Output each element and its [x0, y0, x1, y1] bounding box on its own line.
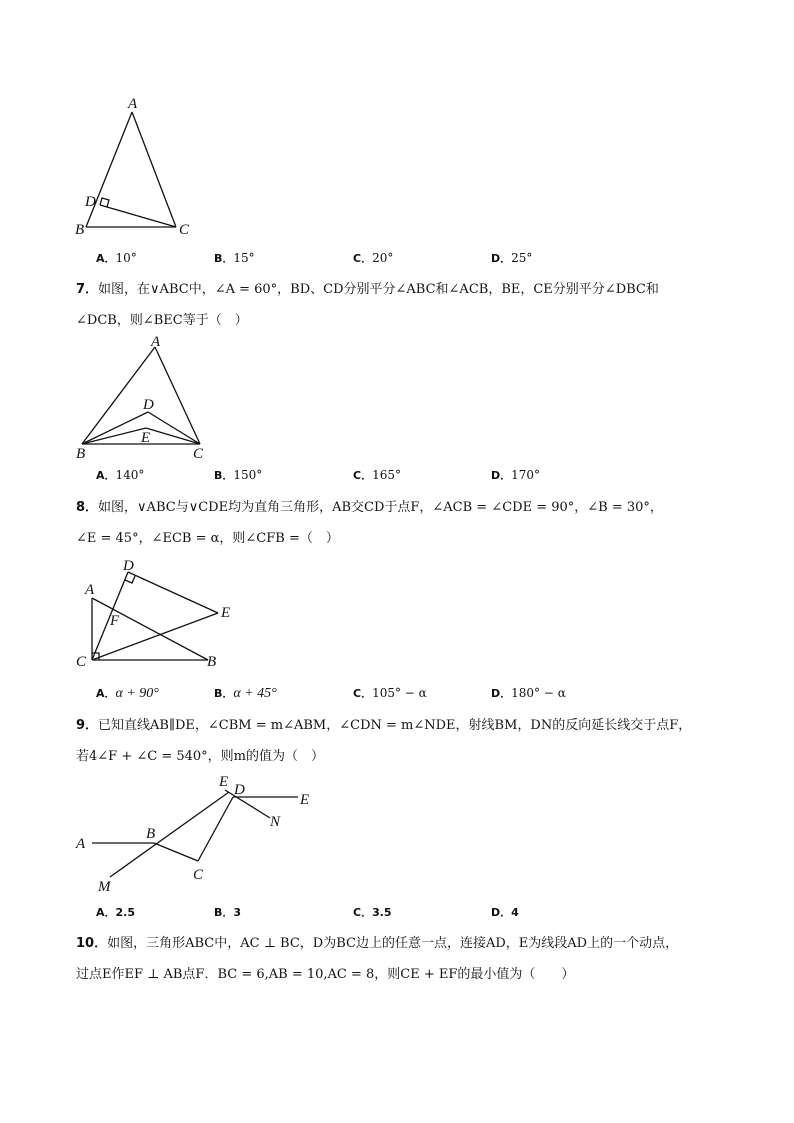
- q6-option-c[interactable]: [353, 250, 393, 266]
- question-8-line-1: [76, 492, 736, 523]
- option-key: B．: [214, 469, 234, 482]
- q8-label-c: C: [76, 654, 87, 670]
- q8-label-a: A: [85, 582, 95, 598]
- option-key: D．: [491, 687, 512, 700]
- option-key: D．: [491, 252, 512, 265]
- q7-options: [96, 467, 656, 487]
- option-text: α + 90°: [115, 686, 159, 701]
- question-7-line-2: ∠DCB，则∠BEC等于（ ）: [76, 313, 248, 328]
- question-text: 已知直线AB∥DE，∠CBM = m∠ABM，∠CDN = m∠NDE，射线BM，DN的反向延长线交于点F，: [98, 718, 692, 733]
- question-text: 如图，∨ABC与∨CDE均为直角三角形，AB交CD于点F，∠ACB = ∠CDE = 90°，∠B = 30°，: [98, 500, 663, 515]
- q8-label-f: F: [110, 613, 120, 629]
- q8-option-d[interactable]: [491, 685, 566, 701]
- option-key: A．: [96, 469, 116, 482]
- question-text: 如图，在∨ABC中，∠A = 60°，BD、CD分别平分∠ABC和∠ACB，BE，CE分别平分∠DBC和: [98, 282, 659, 297]
- q7-option-b[interactable]: [214, 467, 262, 483]
- q8-label-e: E: [221, 605, 231, 621]
- q7-label-e: E: [141, 430, 151, 446]
- option-text: 3: [233, 906, 242, 919]
- option-text: 15°: [233, 251, 255, 265]
- option-text: 3.5: [372, 906, 392, 919]
- option-key: D．: [491, 469, 512, 482]
- option-text: 170°: [511, 468, 541, 482]
- question-9: [76, 710, 736, 772]
- q8-option-a[interactable]: [96, 685, 159, 702]
- q8-segment-de: [128, 572, 218, 613]
- option-key: A．: [96, 906, 116, 919]
- q9-label-c: C: [193, 867, 204, 883]
- option-key: B．: [214, 906, 234, 919]
- option-text: 140°: [115, 468, 145, 482]
- question-text: 如图，三角形ABC中，AC ⊥ BC，D为BC边上的任意一点，连接AD，E为线段AD上的一个动点，: [107, 936, 679, 951]
- option-key: C．: [353, 469, 373, 482]
- q8-label-d: D: [123, 558, 134, 574]
- q8-figure: [70, 555, 240, 675]
- option-key: C．: [353, 906, 373, 919]
- option-text: 150°: [233, 468, 263, 482]
- option-key: C．: [353, 252, 373, 265]
- question-number: 8．: [76, 500, 99, 515]
- q9-label-e: E: [300, 792, 310, 808]
- q9-figure: [70, 770, 330, 898]
- option-text: 2.5: [115, 906, 136, 919]
- option-key: A．: [96, 687, 116, 700]
- q9-label-m: M: [98, 879, 111, 895]
- q9-segment-dc: [198, 797, 233, 861]
- q7-option-d[interactable]: [491, 467, 540, 483]
- question-10: [76, 928, 736, 990]
- question-number: 9．: [76, 718, 99, 733]
- q6-option-b[interactable]: [214, 250, 255, 266]
- q9-options: [96, 904, 656, 924]
- q8-options: [96, 685, 656, 705]
- option-key: B．: [214, 687, 234, 700]
- q6-label-d: D: [85, 194, 96, 210]
- q9-segment-bc: [154, 843, 198, 861]
- q6-label-a: A: [128, 96, 138, 112]
- question-7: [76, 274, 736, 336]
- q6-option-d[interactable]: [491, 250, 532, 266]
- q9-option-c[interactable]: [353, 904, 392, 920]
- q6-option-a[interactable]: [96, 250, 137, 266]
- q7-label-b: B: [76, 446, 86, 462]
- q7-label-c: C: [193, 446, 204, 462]
- q9-option-b[interactable]: [214, 904, 241, 920]
- option-key: D．: [491, 906, 512, 919]
- q9-label-d: D: [234, 782, 245, 798]
- q7-label-a: A: [151, 334, 161, 350]
- option-key: C．: [353, 687, 373, 700]
- q9-label-n: N: [270, 814, 281, 830]
- question-9-line-1: [76, 710, 736, 741]
- q7-figure: [70, 332, 220, 462]
- q6-segment-ac: [132, 112, 176, 227]
- q7-option-a[interactable]: [96, 467, 144, 483]
- q9-ray-dn: [225, 790, 270, 818]
- q8-option-c[interactable]: [353, 685, 427, 701]
- q9-option-d[interactable]: [491, 904, 519, 920]
- question-9-line-2: 若4∠F + ∠C = 540°，则m的值为（ ）: [76, 749, 324, 764]
- question-7-line-1: [76, 274, 736, 305]
- q7-segment-bd: [82, 412, 151, 446]
- q6-options: [96, 250, 656, 270]
- option-text: 105° − α: [372, 686, 427, 700]
- q6-label-c: C: [179, 222, 190, 238]
- q7-segment-ce: [146, 428, 200, 444]
- q8-segment-ab: [92, 598, 208, 660]
- option-text: 165°: [372, 468, 401, 482]
- option-text: 4: [511, 906, 519, 919]
- question-10-line-2: 过点E作EF ⊥ AB点F．BC = 6,AB = 10,AC = 8，则CE + EF的最小值为（ ）: [76, 967, 575, 982]
- option-text: 10°: [115, 251, 137, 265]
- question-8-line-2: ∠E = 45°，∠ECB = α，则∠CFB =（ ）: [76, 531, 339, 546]
- question-10-line-1: [76, 928, 736, 959]
- question-8: [76, 492, 736, 554]
- question-number: 7．: [76, 282, 99, 297]
- q6-label-b: B: [75, 222, 85, 238]
- option-text: 180° − α: [511, 686, 566, 700]
- option-text: 20°: [372, 251, 394, 265]
- option-text: 25°: [511, 251, 533, 265]
- option-text: α + 45°: [233, 686, 277, 701]
- question-number: 10．: [76, 936, 108, 951]
- option-key: B．: [214, 252, 234, 265]
- q8-label-b: B: [207, 654, 217, 670]
- q9-label-b: B: [146, 826, 156, 842]
- option-key: A．: [96, 252, 116, 265]
- q7-label-d: D: [143, 397, 154, 413]
- q6-segment-cd: [100, 205, 176, 227]
- q9-label-f: E: [219, 774, 229, 790]
- q8-option-b[interactable]: [214, 685, 277, 702]
- q9-ray-bm-extension: [110, 792, 229, 877]
- q9-option-a[interactable]: [96, 904, 135, 920]
- q6-figure: [70, 92, 200, 242]
- q7-option-c[interactable]: [353, 467, 401, 483]
- q9-label-a: A: [76, 836, 86, 852]
